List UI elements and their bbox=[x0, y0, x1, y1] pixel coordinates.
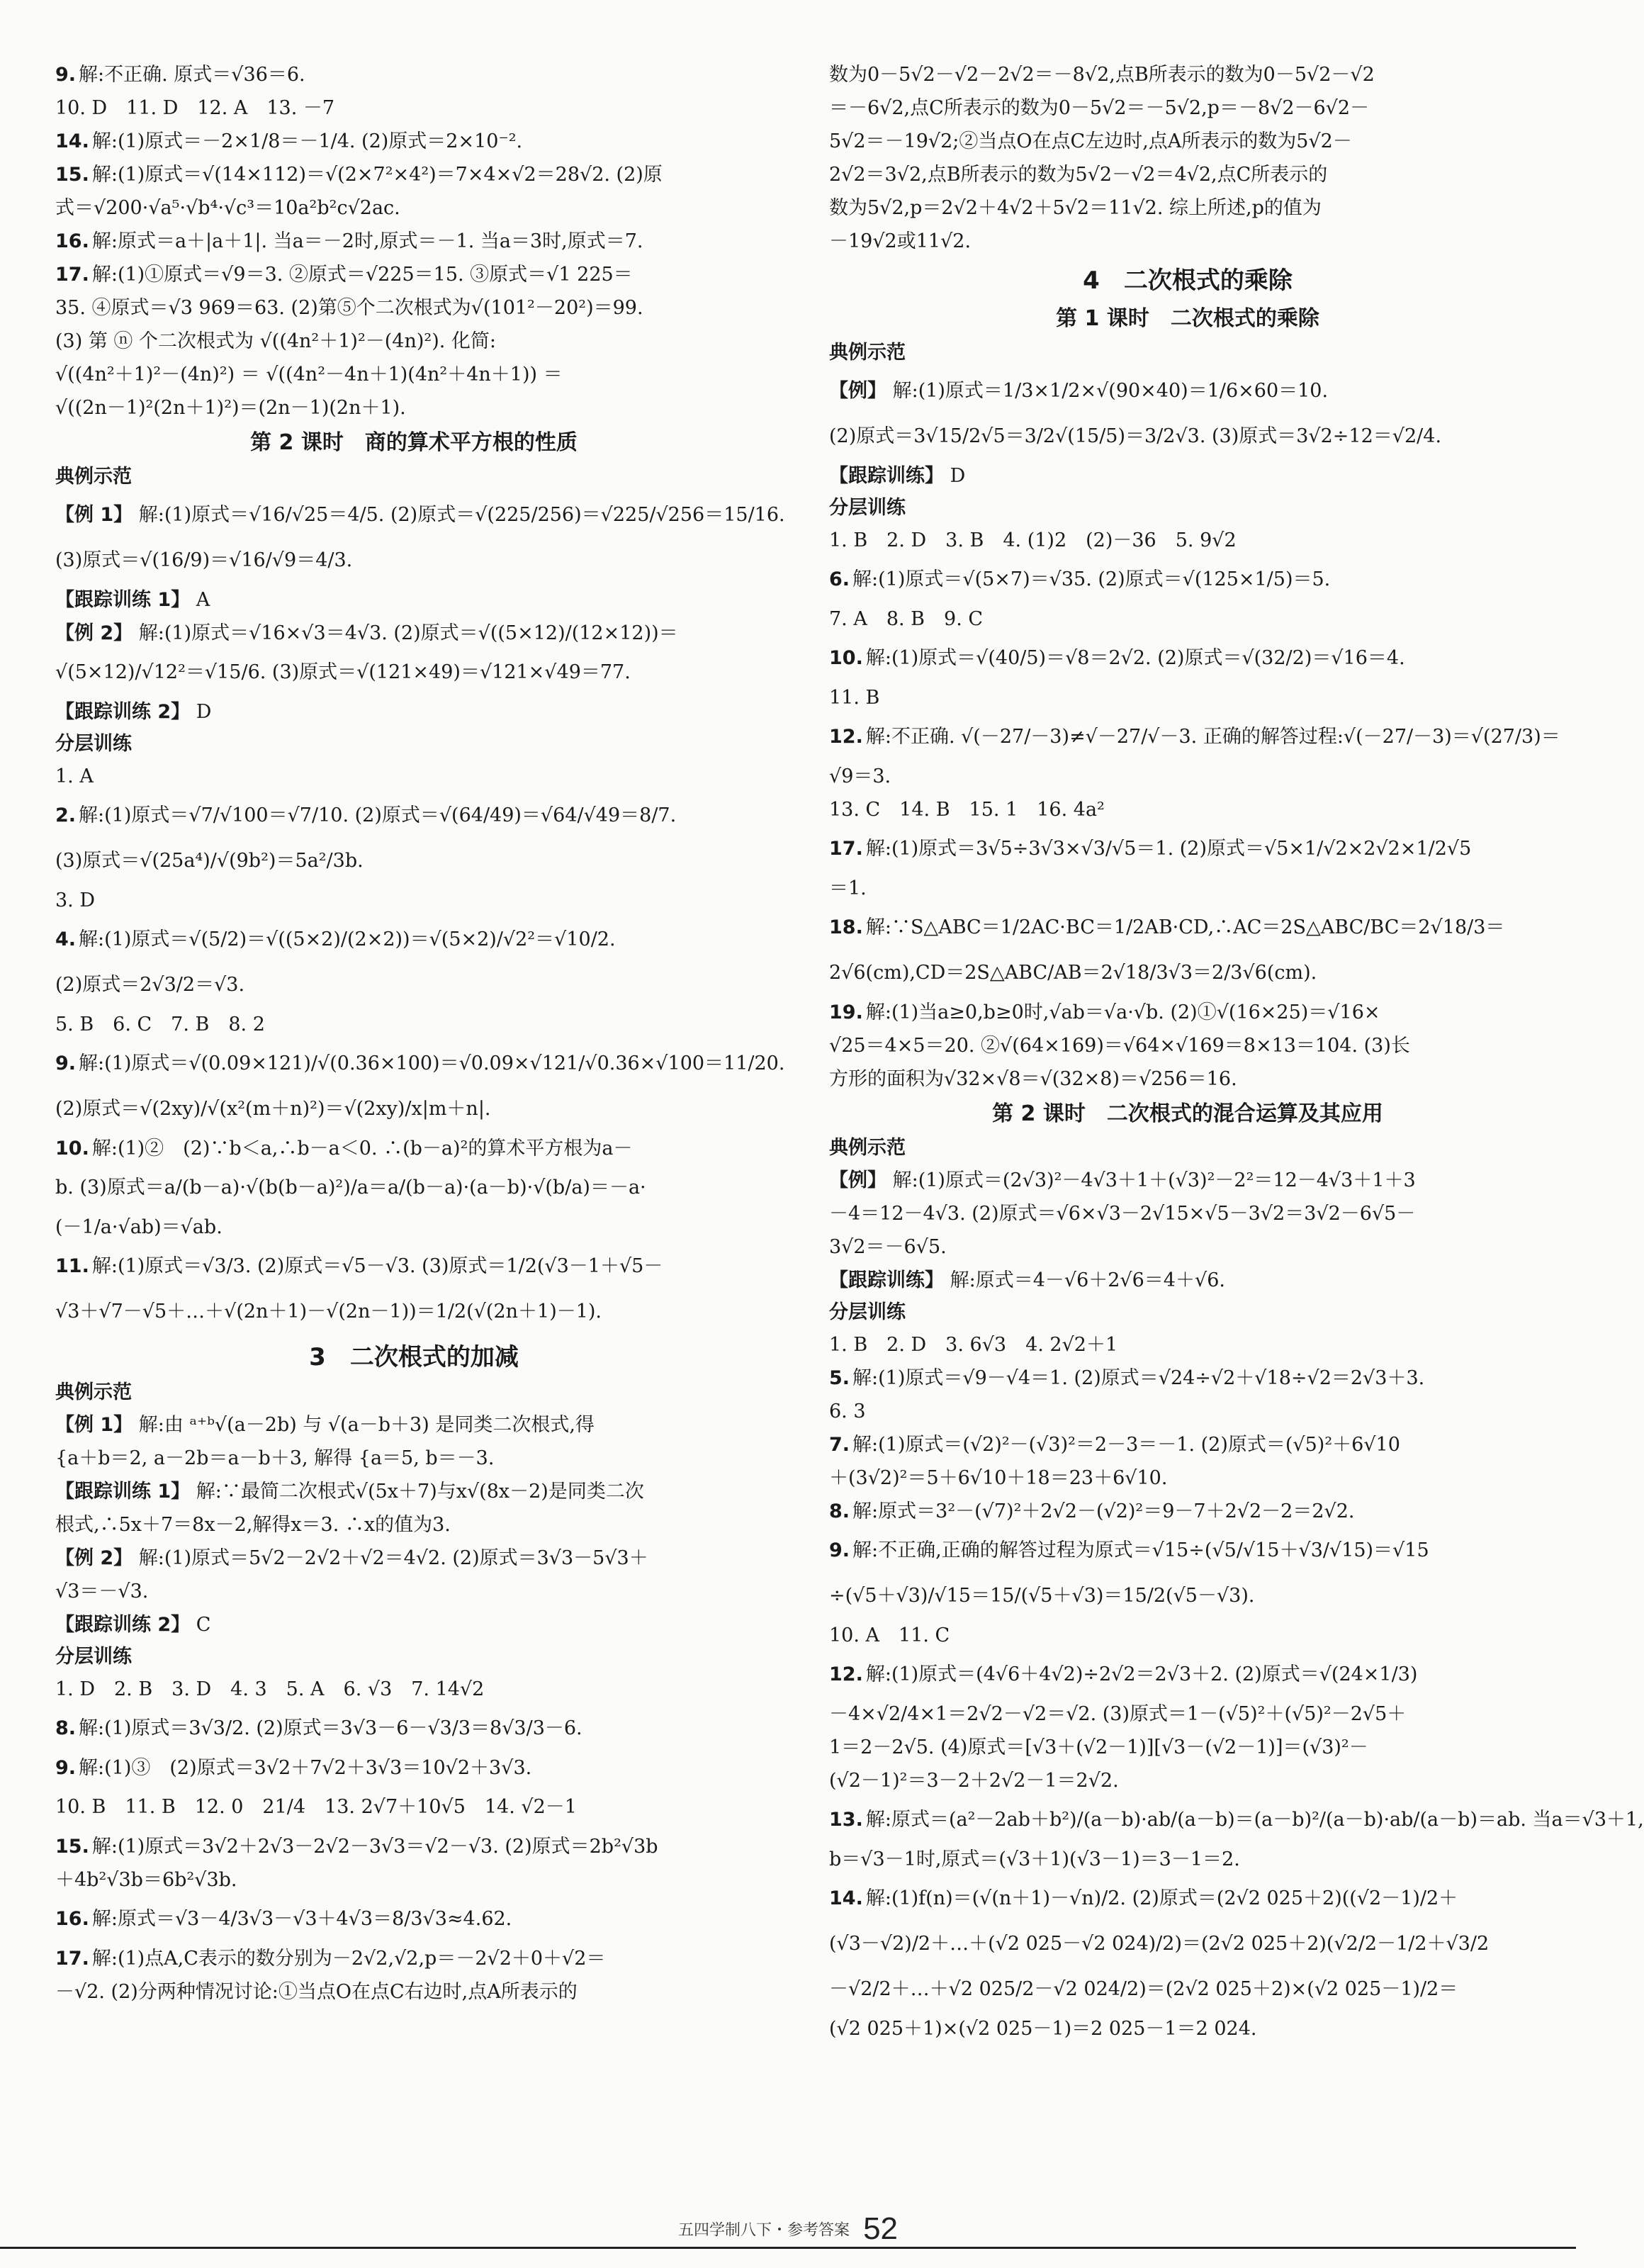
answer-line bbox=[829, 681, 1546, 714]
answer-text: √((4n²＋1)²－(4n)²) ＝ √((4n²－4n＋1)(4n²＋4n＋1)) ＝ bbox=[55, 364, 563, 386]
answer-line bbox=[829, 524, 1546, 557]
answer-line bbox=[829, 1652, 1546, 1697]
example-label: 【例】 bbox=[829, 1169, 886, 1191]
question-number: 17. bbox=[829, 838, 863, 860]
question-number: 13. bbox=[829, 1809, 863, 1831]
answer-text: 解:∵最简二次根式√(5x＋7)与x√(8x－2)是同类二次 bbox=[196, 1481, 644, 1503]
question-number: 17. bbox=[55, 1948, 89, 1970]
answer-line bbox=[55, 1542, 772, 1575]
answer-line bbox=[55, 91, 772, 125]
question-number: 6. bbox=[829, 568, 850, 590]
answer-text: 解:(1)原式＝5√2－2√2＋√2＝4√2. (2)原式＝3√3－5√3＋ bbox=[138, 1547, 648, 1569]
answer-text: 1. D 2. B 3. D 4. 3 5. A 6. √3 7. 14√2 bbox=[55, 1678, 485, 1700]
answer-text: 2√2＝3√2,点B所表示的数为5√2－√2＝4√2,点C所表示的 bbox=[829, 164, 1328, 186]
subsection-label: 分层训练 bbox=[829, 1301, 906, 1323]
answer-text: 解:(1)原式＝√(5/2)＝√((5×2)/(2×2))＝√(5×2)/√2²＝√10/2. bbox=[79, 928, 616, 950]
question-number: 16. bbox=[55, 1908, 89, 1930]
answer-line bbox=[829, 1230, 1546, 1264]
answer-text: √3＋√7－√5＋…＋√(2n＋1)－√(2n－1))＝1/2(√(2n＋1)－1). bbox=[55, 1301, 602, 1323]
example-label: 【例】 bbox=[829, 380, 886, 402]
answer-line bbox=[829, 1619, 1546, 1652]
answer-line bbox=[829, 369, 1546, 414]
answer-line bbox=[55, 158, 772, 191]
answer-text: D bbox=[196, 701, 212, 723]
answer-text: 方形的面积为√32×√8＝√(32×8)＝√256＝16. bbox=[829, 1068, 1237, 1090]
answer-line bbox=[829, 1921, 1546, 1967]
answer-text: (√2－1)²＝3－2＋2√2－1＝2√2. bbox=[829, 1770, 1119, 1792]
example-label: 【跟踪训练】 bbox=[829, 1269, 944, 1291]
answer-text: －√2/2＋…＋√2 025/2－√2 024/2)＝(2√2 025＋2)×(√2 025－1)/2＝ bbox=[829, 1978, 1458, 2000]
answer-text: 解:(1)原式＝√7/√100＝√7/10. (2)原式＝√(64/49)＝√64/√49＝8/7. bbox=[79, 804, 677, 826]
answer-text: (2)原式＝2√3/2＝√3. bbox=[55, 974, 245, 996]
question-number: 11. bbox=[55, 1255, 89, 1277]
answer-line bbox=[55, 1706, 772, 1751]
answer-text: －4×√2/4×1＝2√2－√2＝√2. (3)原式＝1－(√5)²＋(√5)²－2√5＋ bbox=[829, 1703, 1407, 1725]
question-number: 9. bbox=[55, 1052, 77, 1074]
answer-text: 13. C 14. B 15. 1 16. 4a² bbox=[829, 799, 1105, 821]
answer-text: 式＝√200·√a⁵·√b⁴·√c³＝10a²b²c√2ac. bbox=[55, 197, 400, 219]
answer-text: 解:(1)原式＝√(40/5)＝√8＝2√2. (2)原式＝√(32/2)＝√16＝4. bbox=[865, 647, 1405, 669]
answer-text: √((2n－1)²(2n＋1)²)＝(2n－1)(2n＋1). bbox=[55, 397, 406, 419]
answer-text: 10. B 11. B 12. 0 21/4 13. 2√7＋10√5 14. √2－1 bbox=[55, 1796, 577, 1818]
answer-line bbox=[829, 1528, 1546, 1573]
answer-text: 35. ④原式＝√3 969＝63. (2)第⑤个二次根式为√(101²－20²)＝99. bbox=[55, 297, 643, 319]
answer-text: 解:(1)原式＝3√3/2. (2)原式＝3√3－6－√3/3＝8√3/3－6. bbox=[79, 1717, 582, 1739]
question-number: 9. bbox=[55, 1757, 77, 1779]
answer-line bbox=[55, 884, 772, 917]
answer-line bbox=[829, 225, 1546, 258]
answer-line bbox=[829, 950, 1546, 996]
subsection-label: 分层训练 bbox=[55, 733, 132, 755]
answer-line bbox=[55, 838, 772, 884]
answer-line bbox=[829, 1164, 1546, 1197]
answer-text: (3) 第 ⓝ 个二次根式为 √((4n²＋1)²－(4n)²). 化简: bbox=[55, 330, 497, 352]
subsection-label: 典例示范 bbox=[55, 1381, 132, 1403]
answer-line bbox=[55, 191, 772, 225]
answer-text: A bbox=[196, 589, 210, 611]
answer-line bbox=[55, 583, 772, 617]
answer-line bbox=[829, 1362, 1546, 1395]
answer-line bbox=[829, 191, 1546, 225]
answer-text: 1＝2－2√5. (4)原式＝[√3＋(√2－1)][√3－(√2－1)]＝(√3)²－ bbox=[829, 1736, 1368, 1758]
answer-text: ÷(√5＋√3)/√15＝15/(√5＋√3)＝15/2(√5－√3). bbox=[829, 1585, 1255, 1607]
answer-line bbox=[829, 91, 1546, 125]
answer-text: 解:(1)原式＝√(14×112)＝√(2×7²×4²)＝7×4×√2＝28√2. (2)原 bbox=[91, 164, 663, 186]
answer-line bbox=[829, 602, 1546, 636]
answer-text: {a＋b＝2, a－2b＝a－b＋3, 解得 {a＝5, b＝－3. bbox=[55, 1447, 495, 1469]
example-label: 【例 1】 bbox=[55, 504, 133, 526]
question-number: 17. bbox=[55, 264, 89, 286]
example-label: 【跟踪训练 1】 bbox=[55, 589, 191, 611]
answer-line bbox=[829, 905, 1546, 950]
question-number: 8. bbox=[55, 1717, 77, 1739]
subsection-label: 典例示范 bbox=[55, 466, 132, 488]
answer-text: ＝1. bbox=[829, 877, 867, 899]
answer-text: 10. A 11. C bbox=[829, 1624, 950, 1646]
answer-line bbox=[55, 538, 772, 583]
answer-line bbox=[55, 1975, 772, 2009]
example-label: 【跟踪训练】 bbox=[829, 465, 944, 487]
lesson-heading: 第 2 课时 商的算术平方根的性质 bbox=[250, 430, 578, 455]
answer-line bbox=[829, 1328, 1546, 1362]
answer-line bbox=[829, 1264, 1546, 1297]
question-number: 15. bbox=[55, 164, 89, 186]
answer-text: －19√2或11√2. bbox=[829, 230, 972, 252]
answer-text: 解:原式＝a＋|a＋1|. 当a＝－2时,原式＝－1. 当a＝3时,原式＝7. bbox=[91, 230, 643, 252]
example-label: 【例 2】 bbox=[55, 1547, 133, 1569]
answer-text: 解:(1)原式＝√3/3. (2)原式＝√5－√3. (3)原式＝1/2(√3－1＋√5－ bbox=[91, 1255, 663, 1277]
answer-text: 数为0－5√2－√2－2√2＝－8√2,点B所表示的数为0－5√2－√2 bbox=[829, 64, 1375, 86]
answer-text: (3)原式＝√(25a⁴)/√(9b²)＝5a²/3b. bbox=[55, 850, 364, 872]
right-column bbox=[829, 58, 1644, 2045]
question-number: 12. bbox=[829, 1663, 863, 1685]
answer-text: 解:∵S△ABC＝1/2AC·BC＝1/2AB·CD,∴AC＝2S△ABC/BC＝2√18/3＝ bbox=[865, 916, 1505, 938]
answer-text: 解:(1)原式＝3√2＋2√3－2√2－3√3＝√2－√3. (2)原式＝2b²√3b bbox=[91, 1836, 658, 1858]
example-label: 【例 1】 bbox=[55, 1414, 133, 1436]
answer-text: 解:(1)原式＝√16/√25＝4/5. (2)原式＝√(225/256)＝√225/√256＝15/16. bbox=[138, 504, 785, 526]
answer-text: 数为5√2,p＝2√2＋4√2＋5√2＝11√2. 综上所述,p的值为 bbox=[829, 197, 1322, 219]
answer-line bbox=[55, 58, 772, 91]
answer-text: 11. B bbox=[829, 687, 880, 709]
answer-text: 解:原式＝√3－4/3√3－√3＋4√3＝8/3√3≈4.62. bbox=[91, 1908, 512, 1930]
answer-text: 解:不正确. 原式＝√36＝6. bbox=[79, 64, 305, 86]
answer-line bbox=[55, 1751, 772, 1785]
answer-line bbox=[55, 1475, 772, 1508]
page-footer bbox=[0, 2211, 1576, 2247]
subsection-label: 分层训练 bbox=[829, 497, 906, 519]
answer-text: ＋(3√2)²＝5＋6√10＋18＝23＋6√10. bbox=[829, 1467, 1168, 1489]
question-number: 9. bbox=[55, 64, 77, 86]
answer-line bbox=[55, 1008, 772, 1041]
answer-line bbox=[55, 1087, 772, 1132]
answer-text: 3√2＝－6√5. bbox=[829, 1236, 947, 1258]
answer-text: 解:(1)原式＝(2√3)²－4√3＋1＋(√3)²－2²＝12－4√3＋1＋3 bbox=[892, 1169, 1416, 1191]
answer-text: 解:(1)当a≥0,b≥0时,√ab＝√a·√b. (2)①√(16×25)＝√16× bbox=[865, 1001, 1380, 1023]
answer-line bbox=[55, 1442, 772, 1475]
answer-text: 6. 3 bbox=[829, 1400, 866, 1422]
answer-line bbox=[829, 826, 1546, 872]
lesson-heading: 第 2 课时 二次根式的混合运算及其应用 bbox=[992, 1101, 1383, 1126]
answer-line bbox=[55, 1165, 772, 1211]
answer-line bbox=[829, 125, 1546, 158]
answer-line bbox=[55, 695, 772, 729]
answer-text: 5√2＝－19√2;②当点O在点C左边时,点A所表示的数为5√2－ bbox=[829, 130, 1352, 152]
answer-line bbox=[55, 1508, 772, 1542]
example-label: 【例 2】 bbox=[55, 622, 133, 644]
answer-line bbox=[829, 1764, 1546, 1797]
answer-line bbox=[55, 493, 785, 538]
answer-text: 5. B 6. C 7. B 8. 2 bbox=[55, 1014, 265, 1035]
question-number: 5. bbox=[829, 1367, 850, 1389]
answer-line bbox=[55, 1673, 772, 1706]
answer-line bbox=[55, 1575, 772, 1608]
answer-line bbox=[829, 1731, 1546, 1764]
answer-text: D bbox=[950, 465, 966, 487]
answer-line bbox=[55, 325, 772, 358]
answer-text: 2√6(cm),CD＝2S△ABC/AB＝2√18/3√3＝2/3√6(cm). bbox=[829, 962, 1317, 984]
answer-line bbox=[829, 760, 1546, 793]
answer-text: (3)原式＝√(16/9)＝√16/√9＝4/3. bbox=[55, 549, 353, 571]
answer-text: √3＝－√3. bbox=[55, 1581, 149, 1602]
answer-text: －√2. (2)分两种情况讨论:①当点O在点C右边时,点A所表示的 bbox=[55, 1981, 578, 2003]
answer-text: 解:(1)原式＝3√5÷3√3×√3/√5＝1. (2)原式＝√5×1/√2×2√2×1/2√5 bbox=[865, 838, 1472, 860]
answer-text: (√2 025＋1)×(√2 025－1)＝2 025－1＝2 024. bbox=[829, 2018, 1257, 2040]
question-number: 10. bbox=[829, 647, 863, 669]
answer-line bbox=[55, 962, 772, 1008]
answer-text: －4＝12－4√3. (2)原式＝√6×√3－2√15×√5－3√2＝3√2－6√5－ bbox=[829, 1203, 1416, 1225]
answer-line bbox=[829, 459, 1546, 493]
answer-line bbox=[55, 1132, 772, 1165]
question-number: 16. bbox=[55, 230, 89, 252]
question-number: 8. bbox=[829, 1500, 850, 1522]
question-number: 19. bbox=[829, 1001, 863, 1023]
answer-text: b＝√3－1时,原式＝(√3＋1)(√3－1)＝3－1＝2. bbox=[829, 1848, 1240, 1870]
answer-line bbox=[55, 1897, 772, 1942]
answer-line bbox=[829, 996, 1546, 1029]
question-number: 4. bbox=[55, 928, 77, 950]
answer-line bbox=[55, 1942, 772, 1975]
answer-text: 解:(1)f(n)＝(√(n＋1)－√n)/2. (2)原式＝(2√2 025＋2)((√2－1)/2＋ bbox=[865, 1887, 1458, 1909]
answer-line bbox=[829, 714, 1560, 760]
answer-line bbox=[829, 1197, 1546, 1230]
answer-text: 1. B 2. D 3. B 4. (1)2 (2)－36 5. 9√2 bbox=[829, 529, 1237, 551]
answer-text: b. (3)原式＝a/(b－a)·√(b(b－a)²)/a＝a/(b－a)·(a－b)·√(b/a)＝－a· bbox=[55, 1177, 646, 1198]
question-number: 10. bbox=[55, 1138, 89, 1160]
answer-text: (－1/a·√ab)＝√ab. bbox=[55, 1216, 223, 1238]
answer-line bbox=[829, 557, 1546, 602]
example-label: 【跟踪训练 2】 bbox=[55, 1614, 191, 1636]
answer-text: 解:(1)原式＝(√2)²－(√3)²＝2－3＝－1. (2)原式＝(√5)²＋6√10 bbox=[852, 1434, 1400, 1456]
question-number: 18. bbox=[829, 916, 863, 938]
answer-line bbox=[829, 1029, 1546, 1062]
subsection-label: 典例示范 bbox=[829, 342, 906, 364]
answer-text: 解:(1)③ (2)原式＝3√2＋7√2＋3√3＝10√2＋3√3. bbox=[79, 1757, 532, 1779]
answer-text: 解:(1)①原式＝√9＝3. ②原式＝√225＝15. ③原式＝√1 225＝ bbox=[91, 264, 633, 286]
answer-text: (2)原式＝√(2xy)/√(x²(m＋n)²)＝√(2xy)/x|m＋n|. bbox=[55, 1098, 491, 1120]
answer-text: 1. B 2. D 3. 6√3 4. 2√2＋1 bbox=[829, 1334, 1118, 1356]
answer-line bbox=[55, 358, 772, 391]
answer-line bbox=[55, 1863, 772, 1897]
subsection-label: 分层训练 bbox=[55, 1646, 132, 1668]
answer-text: √(5×12)/√12²＝√15/6. (3)原式＝√(121×49)＝√121×√49＝77. bbox=[55, 661, 631, 683]
answer-line bbox=[55, 617, 772, 650]
answer-text: ＋4b²√3b＝6b²√3b. bbox=[55, 1869, 237, 1891]
answer-text: 解:(1)原式＝√9－√4＝1. (2)原式＝√24÷√2＋√18÷√2＝2√3＋3. bbox=[852, 1367, 1425, 1389]
answer-text: 7. A 8. B 9. C bbox=[829, 608, 984, 630]
section-heading: 4 二次根式的乘除 bbox=[1083, 266, 1293, 295]
answer-text: 解:原式＝4－√6＋2√6＝4＋√6. bbox=[950, 1269, 1225, 1291]
answer-text: 解:(1)原式＝√(0.09×121)/√(0.36×100)＝√0.09×√121/√0.36×√100＝11/20. bbox=[79, 1052, 785, 1074]
answer-text: 解:(1)② (2)∵b＜a,∴b－a＜0. ∴(b－a)²的算术平方根为a－ bbox=[91, 1138, 633, 1160]
answer-text: (√3－√2)/2＋…＋(√2 025－√2 024)/2)＝(2√2 025＋2)(√2/2－1/2＋√3/2 bbox=[829, 1933, 1490, 1955]
answer-line bbox=[55, 125, 772, 158]
answer-line bbox=[55, 1830, 772, 1863]
answer-line bbox=[829, 414, 1546, 459]
answer-line bbox=[55, 793, 772, 838]
answer-line bbox=[55, 225, 772, 258]
answer-line bbox=[829, 793, 1546, 826]
answer-line bbox=[55, 917, 772, 962]
answer-line bbox=[829, 1967, 1546, 2012]
answer-text: C bbox=[196, 1614, 211, 1636]
answer-text: 解:(1)原式＝1/3×1/2×√(90×40)＝1/6×60＝10. bbox=[892, 380, 1329, 402]
answer-line bbox=[829, 1797, 1644, 1843]
answer-text: 1. A bbox=[55, 765, 94, 787]
footer-label: 五四学制八下・参考答案 bbox=[677, 2221, 850, 2240]
lesson-heading: 第 1 课时 二次根式的乘除 bbox=[1056, 306, 1319, 331]
answer-line bbox=[829, 158, 1546, 191]
answer-text: 10. D 11. D 12. A 13. －7 bbox=[55, 97, 335, 119]
answer-text: 解:由 ᵃ⁺ᵇ√(a－2b) 与 √(a－b＋3) 是同类二次根式,得 bbox=[138, 1414, 595, 1436]
answer-line bbox=[829, 1395, 1546, 1428]
answer-line bbox=[55, 1244, 772, 1289]
answer-line bbox=[55, 650, 772, 695]
answer-text: 解:不正确. √(－27/－3)≠√－27/√－3. 正确的解答过程:√(－27/－3)＝√(27/3)＝ bbox=[865, 726, 1560, 748]
question-number: 2. bbox=[55, 804, 77, 826]
answer-line bbox=[55, 760, 772, 793]
answer-text: (2)原式＝3√15/2√5＝3/2√(15/5)＝3/2√3. (3)原式＝3√2÷12＝√2/4. bbox=[829, 425, 1442, 447]
answer-text: √25＝4×5＝20. ②√(64×169)＝√64×√169＝8×13＝104. (3)长 bbox=[829, 1035, 1410, 1057]
answer-line bbox=[55, 1289, 772, 1335]
question-number: 14. bbox=[829, 1887, 863, 1909]
answer-line bbox=[55, 258, 772, 291]
answer-line bbox=[829, 1062, 1546, 1096]
answer-line bbox=[829, 58, 1546, 91]
answer-line bbox=[829, 2012, 1546, 2045]
answer-text: 解:(1)原式＝√(5×7)＝√35. (2)原式＝√(125×1/5)＝5. bbox=[852, 568, 1331, 590]
example-label: 【跟踪训练 1】 bbox=[55, 1481, 191, 1503]
question-number: 15. bbox=[55, 1836, 89, 1858]
answer-line bbox=[829, 1697, 1546, 1731]
answer-line bbox=[829, 1495, 1546, 1528]
answer-line bbox=[829, 872, 1546, 905]
answer-line bbox=[55, 291, 772, 325]
left-column bbox=[55, 58, 785, 2009]
answer-text: 解:不正确,正确的解答过程为原式＝√15÷(√5/√15＋√3/√15)＝√15 bbox=[852, 1539, 1429, 1561]
answer-text: 解:(1)点A,C表示的数分别为－2√2,√2,p＝－2√2＋0＋√2＝ bbox=[91, 1948, 606, 1970]
answer-text: 解:原式＝3²－(√7)²＋2√2－(√2)²＝9－7＋2√2－2＝2√2. bbox=[852, 1500, 1355, 1522]
answer-text: 解:(1)原式＝－2×1/8＝－1/4. (2)原式＝2×10⁻². bbox=[91, 130, 523, 152]
question-number: 12. bbox=[829, 726, 863, 748]
answer-text: √9＝3. bbox=[829, 765, 891, 787]
example-label: 【跟踪训练 2】 bbox=[55, 701, 191, 723]
subsection-label: 典例示范 bbox=[829, 1137, 906, 1159]
answer-text: 解:(1)原式＝(4√6＋4√2)÷2√2＝2√3＋2. (2)原式＝√(24×1/3) bbox=[865, 1663, 1418, 1685]
answer-text: 根式,∴5x＋7＝8x－2,解得x＝3. ∴x的值为3. bbox=[55, 1514, 451, 1536]
answer-line bbox=[55, 391, 772, 425]
answer-text: ＝－6√2,点C所表示的数为0－5√2＝－5√2,p＝－8√2－6√2－ bbox=[829, 97, 1370, 119]
answer-line bbox=[55, 1041, 785, 1087]
answer-line bbox=[829, 1573, 1546, 1619]
answer-line bbox=[829, 1461, 1546, 1495]
answer-line bbox=[55, 1408, 772, 1442]
answer-line bbox=[55, 1785, 772, 1830]
question-number: 14. bbox=[55, 130, 89, 152]
answer-line bbox=[829, 636, 1546, 681]
answer-line bbox=[55, 1608, 772, 1641]
answer-line bbox=[829, 1428, 1546, 1461]
section-heading: 3 二次根式的加减 bbox=[309, 1343, 519, 1371]
answer-line bbox=[55, 1211, 772, 1244]
question-number: 9. bbox=[829, 1539, 850, 1561]
answer-text: 解:(1)原式＝√16×√3＝4√3. (2)原式＝√((5×12)/(12×12))＝ bbox=[138, 622, 678, 644]
page-number: 52 bbox=[863, 2211, 899, 2246]
answer-line bbox=[829, 1843, 1546, 1876]
answer-line bbox=[829, 1876, 1546, 1921]
question-number: 7. bbox=[829, 1434, 850, 1456]
bottom-rule bbox=[0, 2247, 1576, 2249]
answer-text: 3. D bbox=[55, 889, 95, 911]
answer-text: 解:原式＝(a²－2ab＋b²)/(a－b)·ab/(a－b)＝(a－b)²/(a－b)·ab/(a－b)＝ab. 当a＝√3＋1, bbox=[865, 1809, 1644, 1831]
